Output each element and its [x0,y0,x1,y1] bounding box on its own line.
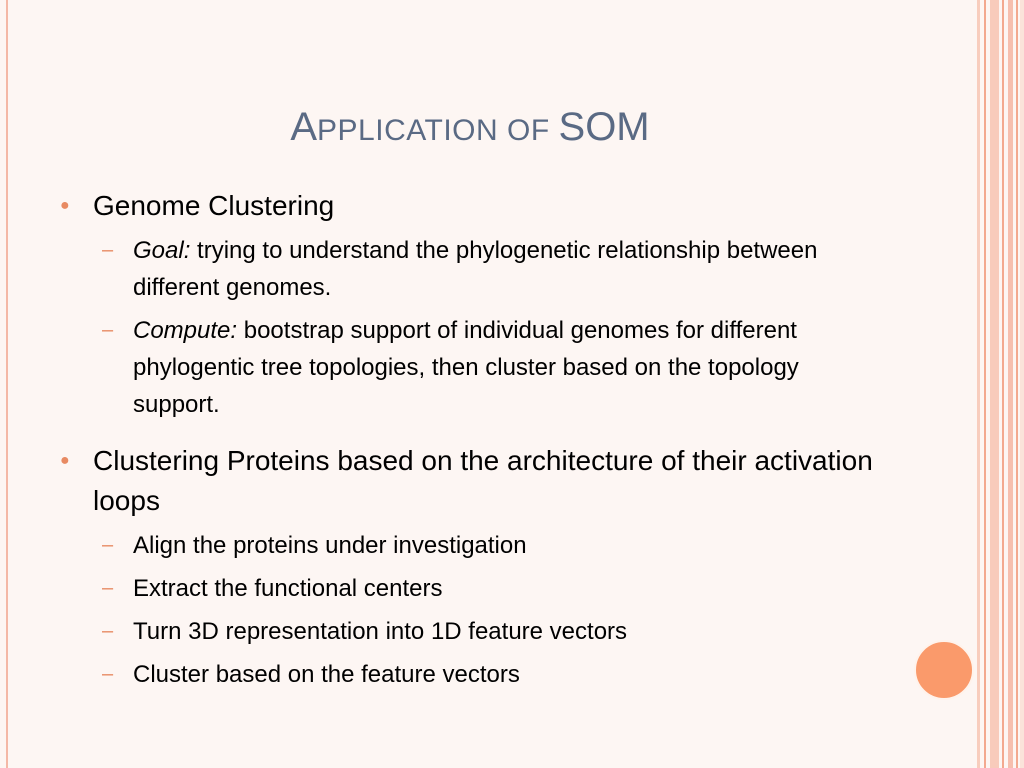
title-smallcaps: PPLICATION OF [317,114,559,147]
sub-bullet-item [58,656,888,693]
bullet-dot-icon: ● [60,452,70,469]
decorative-stripe [1016,0,1018,768]
sub-bullet-item [58,613,888,650]
sub-bullet-text: trying to understand the phylogenetic relationship between different genomes. [133,237,818,301]
decorative-stripe [1020,0,1024,768]
bullet-text: Clustering Proteins based on the architecture of their activation loops [93,445,873,516]
decorative-stripe [990,0,999,768]
dash-icon: – [102,663,114,685]
decorative-stripe [1002,0,1004,768]
sub-bullet-label: Goal: [133,237,191,264]
dash-icon: – [102,620,114,642]
dash-icon: – [102,534,114,556]
dash-icon: – [102,577,114,599]
decorative-stripe [1008,0,1013,768]
sub-bullet-text: Cluster based on the feature vectors [133,661,520,688]
sub-bullet-item [58,527,888,564]
slide-title [0,105,940,150]
bullet-item [58,186,888,226]
sub-bullet-item [58,570,888,607]
decorative-stripe [984,0,986,768]
bullet-dot-icon: ● [60,197,70,214]
title-som: SOM [558,105,650,149]
sub-bullet-item [58,232,888,306]
dash-icon: – [102,319,114,341]
bullet-text: Genome Clustering [93,190,335,221]
sub-bullet-item [58,312,888,423]
slide-body [58,186,888,693]
sub-bullet-text: Turn 3D representation into 1D feature vectors [133,618,628,645]
bullet-item [58,441,888,521]
sub-bullet-text: Align the proteins under investigation [133,532,527,559]
title-initial: A [290,105,318,149]
dash-icon: – [102,239,114,261]
decorative-circle [914,640,974,700]
sub-bullet-label: Compute: [133,317,238,344]
sub-bullet-text: bootstrap support of individual genomes for different phylogentic tree topologies, then cluster based on the topology support. [133,317,799,418]
decorative-stripe [977,0,980,768]
sub-bullet-text: Extract the functional centers [133,575,443,602]
